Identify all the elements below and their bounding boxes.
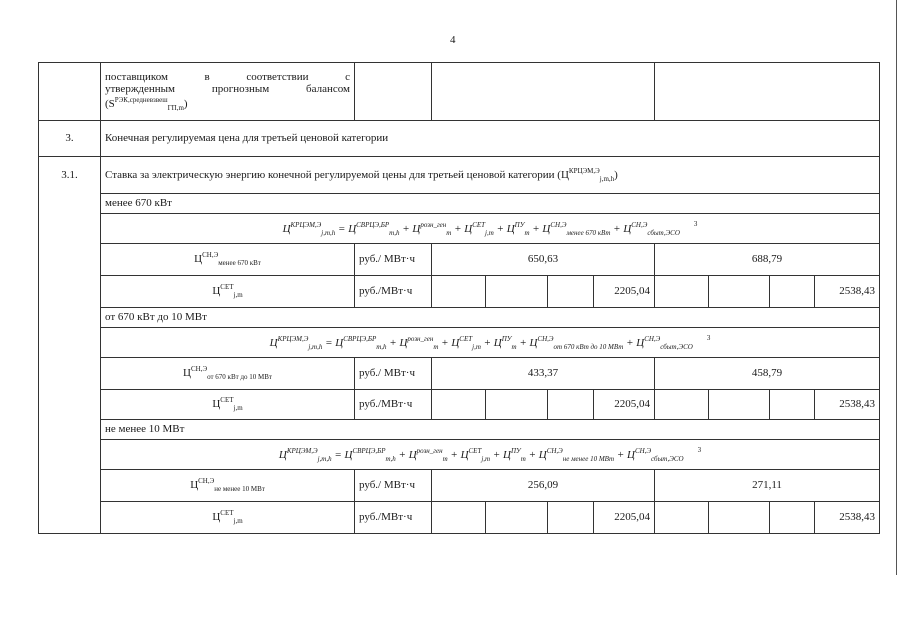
row-number: 3.1.	[39, 157, 101, 534]
cell-empty	[486, 276, 548, 308]
section-heading: не менее 10 МВт	[101, 420, 880, 440]
section-heading: от 670 кВт до 10 МВт	[101, 308, 880, 328]
cell-empty	[655, 390, 709, 420]
cell-empty	[432, 502, 486, 534]
value-cell: 2538,43	[815, 390, 880, 420]
section-heading: менее 670 кВт	[101, 194, 880, 214]
cell-continuation-text	[101, 63, 355, 121]
value-cell: 2538,43	[815, 502, 880, 534]
value-cell: 271,11	[655, 470, 880, 502]
sn-rate-label: $Ц^{СН,Э}_{менее 670 кВт}$	[101, 244, 355, 276]
formula: $Ц^{КРЦЭМ,Э}_{j,m,h} = Ц^{СВРЦЭ,БР}_{m,h} + Ц^{розн\_ген}_m + Ц^{СЕТ}_{j,m} + Ц^{ПУ}_m + Ц^{СН,Э}_{не менее 10 МВт} + Ц^{СН,Э}_{сбыт,ЭСО}^3$	[101, 440, 880, 470]
formula: $Ц^{КРЦЭМ,Э}_{j,m,h} = Ц^{СВРЦЭ,БР}_{m,h} + Ц^{розн\_ген}_m + Ц^{СЕТ}_{j,m} + Ц^{ПУ}_m + Ц^{СН,Э}_{менее 670 кВт} + Ц^{СН,Э}_{сбыт,ЭСО}^3$	[101, 214, 880, 244]
continuation-symbol: $(S^{РЭК,средневзвеш}_{ГП,m})$	[105, 96, 188, 113]
continuation-line-1: поставщиком в соответствии с	[105, 70, 350, 83]
sn-rate-row	[39, 244, 880, 276]
value-cell: 2205,04	[594, 390, 655, 420]
value-cell: 2205,04	[594, 276, 655, 308]
row-3-title: Конечная регулируемая цена для третьей ценовой категории	[101, 121, 880, 157]
value-cell: 256,09	[432, 470, 655, 502]
cell-empty	[655, 276, 709, 308]
cell-empty	[655, 502, 709, 534]
set-rate-label: $Ц^{СЕТ}_{j,m}$	[101, 390, 355, 420]
value-cell: 688,79	[655, 244, 880, 276]
cell-empty	[770, 390, 815, 420]
page-number: 4	[450, 34, 456, 46]
set-rate-row	[39, 276, 880, 308]
table-row-3-1	[39, 157, 880, 194]
cell-empty	[770, 276, 815, 308]
cell-empty	[486, 390, 548, 420]
sn-rate-row	[39, 470, 880, 502]
sn-rate-row	[39, 358, 880, 390]
cell-empty	[655, 63, 880, 121]
cell-empty	[432, 63, 655, 121]
set-rate-row	[39, 390, 880, 420]
row-3-1-title: Ставка за электрическую энергию конечной регулируемой цены для третьей ценовой категории $(Ц^{КРЦЭМ,Э}_{j,m,h})$	[101, 157, 880, 194]
cell-empty	[709, 276, 770, 308]
section-heading-row	[39, 308, 880, 328]
cell-empty	[355, 63, 432, 121]
unit-label: руб./ МВт·ч	[355, 470, 432, 502]
tariff-table	[38, 62, 880, 534]
row-number: 3.	[39, 121, 101, 157]
formula-row	[39, 440, 880, 470]
formula-row	[39, 214, 880, 244]
unit-label: руб./ МВт·ч	[355, 358, 432, 390]
value-cell: 650,63	[432, 244, 655, 276]
table-row-3	[39, 121, 880, 157]
cell-empty	[548, 390, 594, 420]
table-row-continuation	[39, 63, 880, 121]
value-cell: 433,37	[432, 358, 655, 390]
cell-empty	[432, 276, 486, 308]
unit-label: руб./МВт·ч	[355, 502, 432, 534]
cell-empty	[770, 502, 815, 534]
cell-empty	[709, 390, 770, 420]
cell-empty	[548, 502, 594, 534]
cell-empty	[432, 390, 486, 420]
section-heading-row	[39, 194, 880, 214]
formula: $Ц^{КРЦЭМ,Э}_{j,m,h} = Ц^{СВРЦЭ,БР}_{m,h} + Ц^{розн\_ген}_m + Ц^{СЕТ}_{j,m} + Ц^{ПУ}_m + Ц^{СН,Э}_{от 670 кВт до 10 МВт} + Ц^{СН,Э}_{сбыт,ЭСО}^3$	[101, 328, 880, 358]
sn-rate-label: $Ц^{СН,Э}_{не менее 10 МВт}$	[101, 470, 355, 502]
unit-label: руб./МВт·ч	[355, 276, 432, 308]
value-cell: 458,79	[655, 358, 880, 390]
cell-empty	[709, 502, 770, 534]
section-heading-row	[39, 420, 880, 440]
set-rate-label: $Ц^{СЕТ}_{j,m}$	[101, 502, 355, 534]
cell-empty	[39, 63, 101, 121]
scan-edge-line	[896, 0, 897, 575]
set-rate-row	[39, 502, 880, 534]
value-cell: 2538,43	[815, 276, 880, 308]
unit-label: руб./ МВт·ч	[355, 244, 432, 276]
unit-label: руб./МВт·ч	[355, 390, 432, 420]
cell-empty	[548, 276, 594, 308]
formula-row	[39, 328, 880, 358]
cell-empty	[486, 502, 548, 534]
set-rate-label: $Ц^{СЕТ}_{j,m}$	[101, 276, 355, 308]
sn-rate-label: $Ц^{СН,Э}_{от 670 кВт до 10 МВт}$	[101, 358, 355, 390]
continuation-line-2: утвержденным прогнозным балансом	[105, 83, 350, 96]
value-cell: 2205,04	[594, 502, 655, 534]
